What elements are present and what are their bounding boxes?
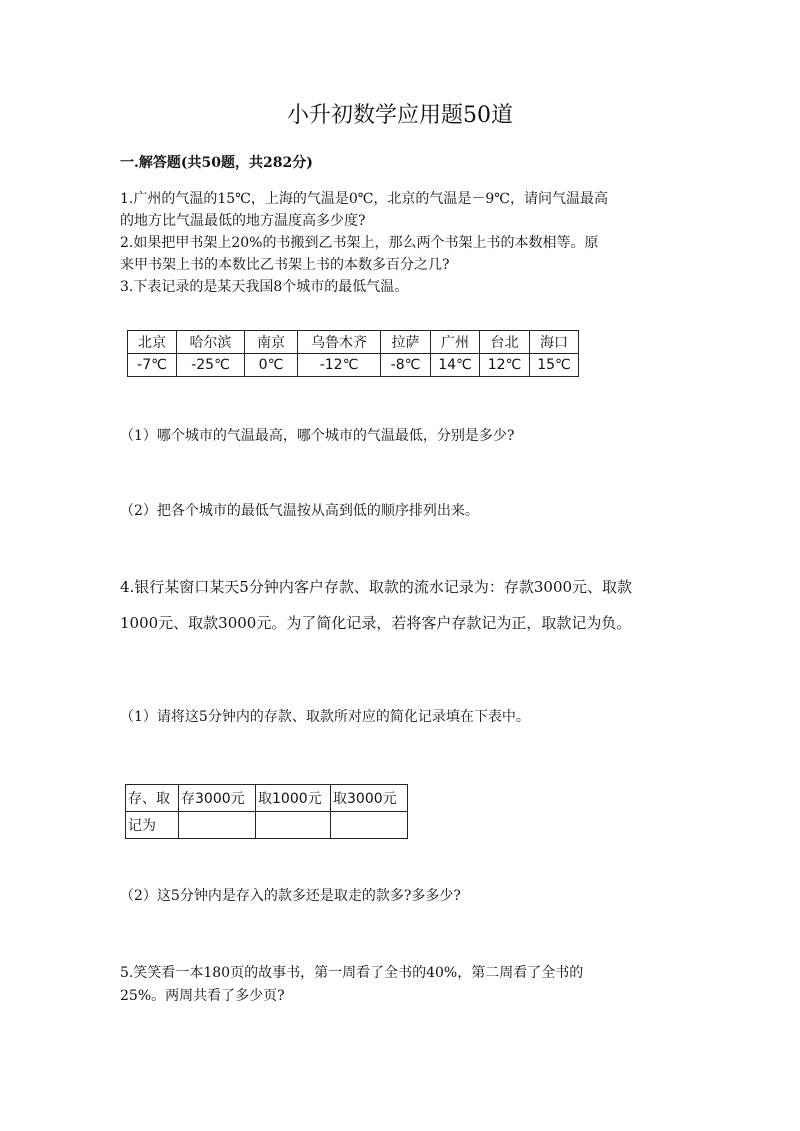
city-cell: 乌鲁木齐 bbox=[298, 331, 381, 354]
temperature-table-city-row bbox=[128, 331, 579, 354]
question-1-line-1: 1.广州的气温的15℃，上海的气温是0℃，北京的气温是－9℃，请问气温最高 bbox=[120, 191, 608, 207]
temperature-cell: -8℃ bbox=[381, 354, 431, 377]
city-cell: 北京 bbox=[128, 331, 177, 354]
question-3-sub-2: （2）把各个城市的最低气温按从高到低的顺序排列出来。 bbox=[120, 503, 479, 519]
question-1-line-2: 的地方比气温最低的地方温度高多少度? bbox=[120, 213, 366, 229]
section-heading: 一.解答题(共50题，共282分) bbox=[120, 155, 313, 171]
record-header-cell: 取1000元 bbox=[256, 785, 331, 812]
question-3-sub-1: （1）哪个城市的气温最高，哪个城市的气温最低，分别是多少? bbox=[120, 428, 515, 444]
temperature-table bbox=[127, 330, 579, 377]
record-header-cell: 存、取 bbox=[126, 785, 179, 812]
question-3-intro: 3.下表记录的是某天我国8个城市的最低气温。 bbox=[120, 279, 409, 295]
temperature-cell: 12℃ bbox=[480, 354, 530, 377]
city-cell: 南京 bbox=[245, 331, 298, 354]
question-4-line-2: 1000元、取款3000元。为了简化记录，若将客户存款记为正，取款记为负。 bbox=[120, 614, 632, 632]
city-cell: 哈尔滨 bbox=[177, 331, 245, 354]
temperature-cell: 0℃ bbox=[245, 354, 298, 377]
record-table-answer-row bbox=[126, 812, 408, 839]
question-4-sub-2: （2）这5分钟内是存入的款多还是取走的款多?多多少? bbox=[120, 888, 461, 904]
answer-blank-cell[interactable] bbox=[256, 812, 331, 839]
city-cell: 广州 bbox=[431, 331, 480, 354]
record-header-cell: 取3000元 bbox=[331, 785, 408, 812]
temperature-cell: 14℃ bbox=[431, 354, 480, 377]
temperature-cell: 15℃ bbox=[530, 354, 579, 377]
page-title: 小升初数学应用题50道 bbox=[287, 103, 513, 128]
question-2-line-2: 来甲书架上书的本数比乙书架上书的本数多百分之几? bbox=[120, 257, 450, 273]
question-2-line-1: 2.如果把甲书架上20%的书搬到乙书架上，那么两个书架上书的本数相等。原 bbox=[120, 235, 599, 251]
question-4-line-1: 4.银行某窗口某天5分钟内客户存款、取款的流水记录为：存款3000元、取款 bbox=[120, 578, 633, 596]
record-row-label: 记为 bbox=[126, 812, 179, 839]
city-cell: 拉萨 bbox=[381, 331, 431, 354]
question-4-sub-1: （1）请将这5分钟内的存款、取款所对应的简化记录填在下表中。 bbox=[120, 709, 530, 725]
city-cell: 海口 bbox=[530, 331, 579, 354]
question-5-line-2: 25%。两周共看了多少页? bbox=[120, 988, 285, 1004]
city-cell: 台北 bbox=[480, 331, 530, 354]
temperature-cell: -7℃ bbox=[128, 354, 177, 377]
deposit-record-table bbox=[125, 784, 408, 839]
temperature-cell: -25℃ bbox=[177, 354, 245, 377]
record-table-header-row bbox=[126, 785, 408, 812]
temperature-table-temp-row bbox=[128, 354, 579, 377]
temperature-cell: -12℃ bbox=[298, 354, 381, 377]
answer-blank-cell[interactable] bbox=[331, 812, 408, 839]
question-5-line-1: 5.笑笑看一本180页的故事书，第一周看了全书的40%，第二周看了全书的 bbox=[120, 965, 584, 981]
answer-blank-cell[interactable] bbox=[179, 812, 256, 839]
record-header-cell: 存3000元 bbox=[179, 785, 256, 812]
